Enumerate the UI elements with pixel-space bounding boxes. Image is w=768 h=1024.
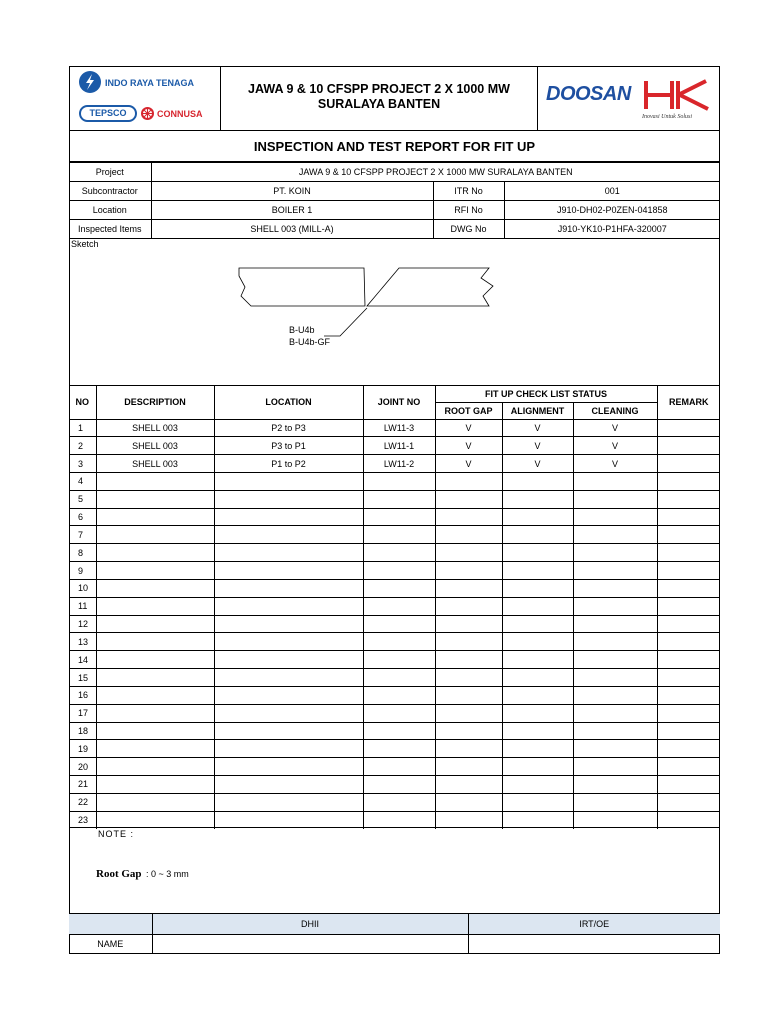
row-alignment [502, 490, 573, 508]
row-description [96, 776, 214, 794]
row-alignment [502, 615, 573, 633]
row-alignment [502, 686, 573, 704]
row-location [214, 740, 363, 758]
signature-name-dhii[interactable] [152, 934, 468, 954]
row-cleaning [573, 669, 657, 687]
row-root-gap [435, 597, 502, 615]
row-description [96, 722, 214, 740]
row-alignment [502, 579, 573, 597]
row-no: 19 [69, 740, 96, 758]
project-value: JAWA 9 & 10 CFSPP PROJECT 2 X 1000 MW SURALAYA BANTEN [151, 163, 720, 182]
row-cleaning [573, 633, 657, 651]
row-remark [657, 740, 720, 758]
row-description [96, 793, 214, 811]
row-remark [657, 704, 720, 722]
row-location [214, 651, 363, 669]
row-root-gap [435, 526, 502, 544]
row-remark [657, 793, 720, 811]
row-location [214, 508, 363, 526]
row-alignment: V [502, 455, 573, 473]
col-header-root-gap: ROOT GAP [435, 402, 502, 419]
row-root-gap [435, 704, 502, 722]
row-location: P1 to P2 [214, 455, 363, 473]
header-logo-right-cell [538, 66, 720, 131]
row-location [214, 597, 363, 615]
table-row [69, 597, 720, 615]
row-location [214, 615, 363, 633]
row-joint-no [363, 669, 435, 687]
row-cleaning [573, 758, 657, 776]
table-row [69, 704, 720, 722]
subcontractor-value: PT. KOIN [151, 182, 433, 201]
sketch-area [69, 238, 720, 386]
row-root-gap [435, 758, 502, 776]
row-alignment [502, 508, 573, 526]
irt-logo-text: INDO RAYA TENAGA [105, 78, 195, 88]
table-row [69, 544, 720, 562]
row-description [96, 490, 214, 508]
weld-joint-sketch [69, 238, 720, 386]
row-cleaning: V [573, 437, 657, 455]
row-alignment [502, 633, 573, 651]
row-description: SHELL 003 [96, 437, 214, 455]
table-row [69, 633, 720, 651]
row-location [214, 722, 363, 740]
row-joint-no [363, 776, 435, 794]
row-no: 15 [69, 669, 96, 687]
row-location [214, 579, 363, 597]
table-row [69, 722, 720, 740]
row-alignment [502, 722, 573, 740]
fitup-checklist-table [69, 386, 720, 829]
row-alignment [502, 669, 573, 687]
row-root-gap [435, 508, 502, 526]
table-row [69, 508, 720, 526]
doosan-logo: DOOSAN [546, 83, 631, 105]
row-alignment [502, 544, 573, 562]
col-header-no: NO [69, 386, 96, 419]
table-row [69, 776, 720, 794]
table-row [69, 455, 720, 473]
table-row [69, 651, 720, 669]
row-cleaning [573, 740, 657, 758]
row-location: P2 to P3 [214, 419, 363, 437]
row-joint-no [363, 508, 435, 526]
row-remark [657, 562, 720, 580]
row-no: 21 [69, 776, 96, 794]
col-header-description: DESCRIPTION [96, 386, 214, 419]
row-remark [657, 597, 720, 615]
connusa-logo-text: CONNUSA [157, 109, 203, 119]
row-description [96, 597, 214, 615]
row-joint-no [363, 526, 435, 544]
row-root-gap [435, 722, 502, 740]
row-alignment [502, 758, 573, 776]
row-location: P3 to P1 [214, 437, 363, 455]
connusa-logo-icon [141, 107, 154, 120]
row-joint-no [363, 758, 435, 776]
row-no: 8 [69, 544, 96, 562]
dwg-label: DWG No [433, 220, 504, 239]
row-description [96, 472, 214, 490]
row-location [214, 490, 363, 508]
row-joint-no [363, 615, 435, 633]
row-remark [657, 419, 720, 437]
row-no: 14 [69, 651, 96, 669]
row-joint-no [363, 490, 435, 508]
row-no: 5 [69, 490, 96, 508]
row-description [96, 633, 214, 651]
row-no: 23 [69, 811, 96, 829]
signature-header-irt-oe: IRT/OE [468, 914, 720, 934]
row-remark [657, 472, 720, 490]
row-joint-no [363, 579, 435, 597]
table-row [69, 490, 720, 508]
row-root-gap [435, 472, 502, 490]
row-no: 20 [69, 758, 96, 776]
table-row [69, 686, 720, 704]
row-no: 2 [69, 437, 96, 455]
table-row [69, 472, 720, 490]
row-root-gap [435, 651, 502, 669]
col-header-location: LOCATION [214, 386, 363, 419]
header-title-line1: JAWA 9 & 10 CFSPP PROJECT 2 X 1000 MW [248, 82, 510, 96]
row-no: 3 [69, 455, 96, 473]
hk-logo-icon [642, 78, 712, 112]
row-remark [657, 437, 720, 455]
row-no: 12 [69, 615, 96, 633]
row-cleaning [573, 793, 657, 811]
row-joint-no [363, 562, 435, 580]
row-location [214, 472, 363, 490]
row-location [214, 544, 363, 562]
row-remark [657, 490, 720, 508]
row-no: 11 [69, 597, 96, 615]
row-description [96, 526, 214, 544]
col-header-joint-no: JOINT NO [363, 386, 435, 419]
row-cleaning [573, 704, 657, 722]
row-cleaning [573, 615, 657, 633]
row-cleaning [573, 722, 657, 740]
signature-name-label: NAME [69, 934, 152, 954]
row-root-gap [435, 615, 502, 633]
info-table [69, 162, 720, 239]
row-joint-no: LW11-3 [363, 419, 435, 437]
note-area [69, 827, 720, 914]
table-row [69, 758, 720, 776]
row-location [214, 669, 363, 687]
row-alignment [502, 597, 573, 615]
dwg-value: J910-YK10-P1HFA-320007 [504, 220, 720, 239]
row-cleaning [573, 526, 657, 544]
itr-value: 001 [504, 182, 720, 201]
row-remark [657, 508, 720, 526]
row-joint-no [363, 793, 435, 811]
root-gap-value: : 0 ~ 3 mm [145, 869, 189, 879]
row-cleaning [573, 490, 657, 508]
sketch-label: Sketch [71, 239, 99, 249]
row-joint-no [363, 544, 435, 562]
row-joint-no [363, 704, 435, 722]
row-alignment [502, 793, 573, 811]
row-root-gap [435, 776, 502, 794]
row-location [214, 562, 363, 580]
row-description [96, 704, 214, 722]
sketch-callout-b-u4b: B-U4b [289, 325, 315, 335]
row-joint-no [363, 686, 435, 704]
subcontractor-label: Subcontractor [69, 182, 151, 201]
col-header-cleaning: CLEANING [573, 402, 657, 419]
inspected-items-label: Inspected Items [69, 220, 151, 239]
row-root-gap: V [435, 455, 502, 473]
row-no: 17 [69, 704, 96, 722]
row-alignment [502, 704, 573, 722]
col-header-remark: REMARK [657, 386, 720, 419]
row-joint-no [363, 651, 435, 669]
row-cleaning [573, 579, 657, 597]
row-root-gap [435, 633, 502, 651]
row-description [96, 544, 214, 562]
col-header-fitup-status: FIT UP CHECK LIST STATUS [435, 386, 657, 402]
table-row [69, 579, 720, 597]
row-remark [657, 615, 720, 633]
row-remark [657, 526, 720, 544]
location-value: BOILER 1 [151, 201, 433, 220]
row-alignment [502, 740, 573, 758]
row-remark [657, 633, 720, 651]
itr-label: ITR No [433, 182, 504, 201]
row-location [214, 758, 363, 776]
row-description [96, 669, 214, 687]
row-no: 6 [69, 508, 96, 526]
row-no: 10 [69, 579, 96, 597]
row-joint-no [363, 597, 435, 615]
tepsco-logo: TEPSCO [79, 105, 137, 122]
row-root-gap: V [435, 437, 502, 455]
project-label: Project [69, 163, 151, 182]
signature-corner-cell [69, 914, 152, 934]
row-remark [657, 669, 720, 687]
row-root-gap [435, 562, 502, 580]
row-remark [657, 579, 720, 597]
rfi-value: J910-DH02-P0ZEN-041858 [504, 201, 720, 220]
row-root-gap [435, 544, 502, 562]
row-joint-no [363, 472, 435, 490]
col-header-alignment: ALIGNMENT [502, 402, 573, 419]
signature-name-irt-oe[interactable] [468, 934, 720, 954]
row-no: 22 [69, 793, 96, 811]
hk-tagline: Inovasi Untuk Solusi [642, 114, 692, 120]
row-alignment [502, 472, 573, 490]
row-cleaning: V [573, 419, 657, 437]
header-title-cell [221, 66, 538, 131]
row-cleaning [573, 776, 657, 794]
table-row [69, 669, 720, 687]
row-description [96, 686, 214, 704]
row-description [96, 579, 214, 597]
row-remark [657, 544, 720, 562]
row-description [96, 758, 214, 776]
row-description: SHELL 003 [96, 455, 214, 473]
row-location [214, 704, 363, 722]
row-no: 9 [69, 562, 96, 580]
row-root-gap [435, 490, 502, 508]
root-gap-label: Root Gap [96, 868, 142, 880]
row-root-gap [435, 740, 502, 758]
row-cleaning [573, 472, 657, 490]
row-location [214, 526, 363, 544]
checklist-rows [69, 419, 720, 829]
root-gap-note [96, 864, 189, 882]
row-location [214, 793, 363, 811]
table-row [69, 562, 720, 580]
row-alignment [502, 776, 573, 794]
row-no: 1 [69, 419, 96, 437]
row-description [96, 562, 214, 580]
header-title-line2: SURALAYA BANTEN [317, 97, 441, 111]
row-description: SHELL 003 [96, 419, 214, 437]
row-location [214, 633, 363, 651]
location-label: Location [69, 201, 151, 220]
row-remark [657, 722, 720, 740]
row-joint-no: LW11-2 [363, 455, 435, 473]
row-remark [657, 651, 720, 669]
row-alignment: V [502, 419, 573, 437]
row-cleaning [573, 508, 657, 526]
row-root-gap [435, 793, 502, 811]
table-row [69, 740, 720, 758]
row-root-gap [435, 669, 502, 687]
row-cleaning: V [573, 455, 657, 473]
note-label: NOTE : [98, 829, 135, 839]
rfi-label: RFI No [433, 201, 504, 220]
row-no: 7 [69, 526, 96, 544]
row-remark [657, 758, 720, 776]
row-alignment [502, 526, 573, 544]
row-no: 18 [69, 722, 96, 740]
row-cleaning [573, 651, 657, 669]
inspected-items-value: SHELL 003 (MILL-A) [151, 220, 433, 239]
row-root-gap: V [435, 419, 502, 437]
row-no: 4 [69, 472, 96, 490]
table-row [69, 793, 720, 811]
signature-header-dhii: DHII [152, 914, 468, 934]
signature-table [69, 914, 720, 954]
row-alignment [502, 562, 573, 580]
row-no: 16 [69, 686, 96, 704]
row-location [214, 686, 363, 704]
report-title: INSPECTION AND TEST REPORT FOR FIT UP [69, 131, 720, 162]
row-remark [657, 776, 720, 794]
row-joint-no [363, 633, 435, 651]
row-description [96, 651, 214, 669]
table-row [69, 526, 720, 544]
row-cleaning [573, 544, 657, 562]
row-location [214, 776, 363, 794]
row-description [96, 740, 214, 758]
row-cleaning [573, 686, 657, 704]
row-joint-no: LW11-1 [363, 437, 435, 455]
row-description [96, 508, 214, 526]
row-remark [657, 455, 720, 473]
row-root-gap [435, 579, 502, 597]
row-joint-no [363, 722, 435, 740]
sketch-callout-b-u4b-gf: B-U4b-GF [289, 337, 331, 347]
table-row [69, 615, 720, 633]
header-logo-left-cell [69, 66, 221, 131]
row-cleaning [573, 562, 657, 580]
row-root-gap [435, 686, 502, 704]
row-joint-no [363, 740, 435, 758]
row-cleaning [573, 597, 657, 615]
row-alignment: V [502, 437, 573, 455]
irt-logo-icon [79, 71, 101, 93]
row-alignment [502, 651, 573, 669]
table-row [69, 419, 720, 437]
row-no: 13 [69, 633, 96, 651]
row-remark [657, 686, 720, 704]
table-row [69, 437, 720, 455]
row-description [96, 615, 214, 633]
